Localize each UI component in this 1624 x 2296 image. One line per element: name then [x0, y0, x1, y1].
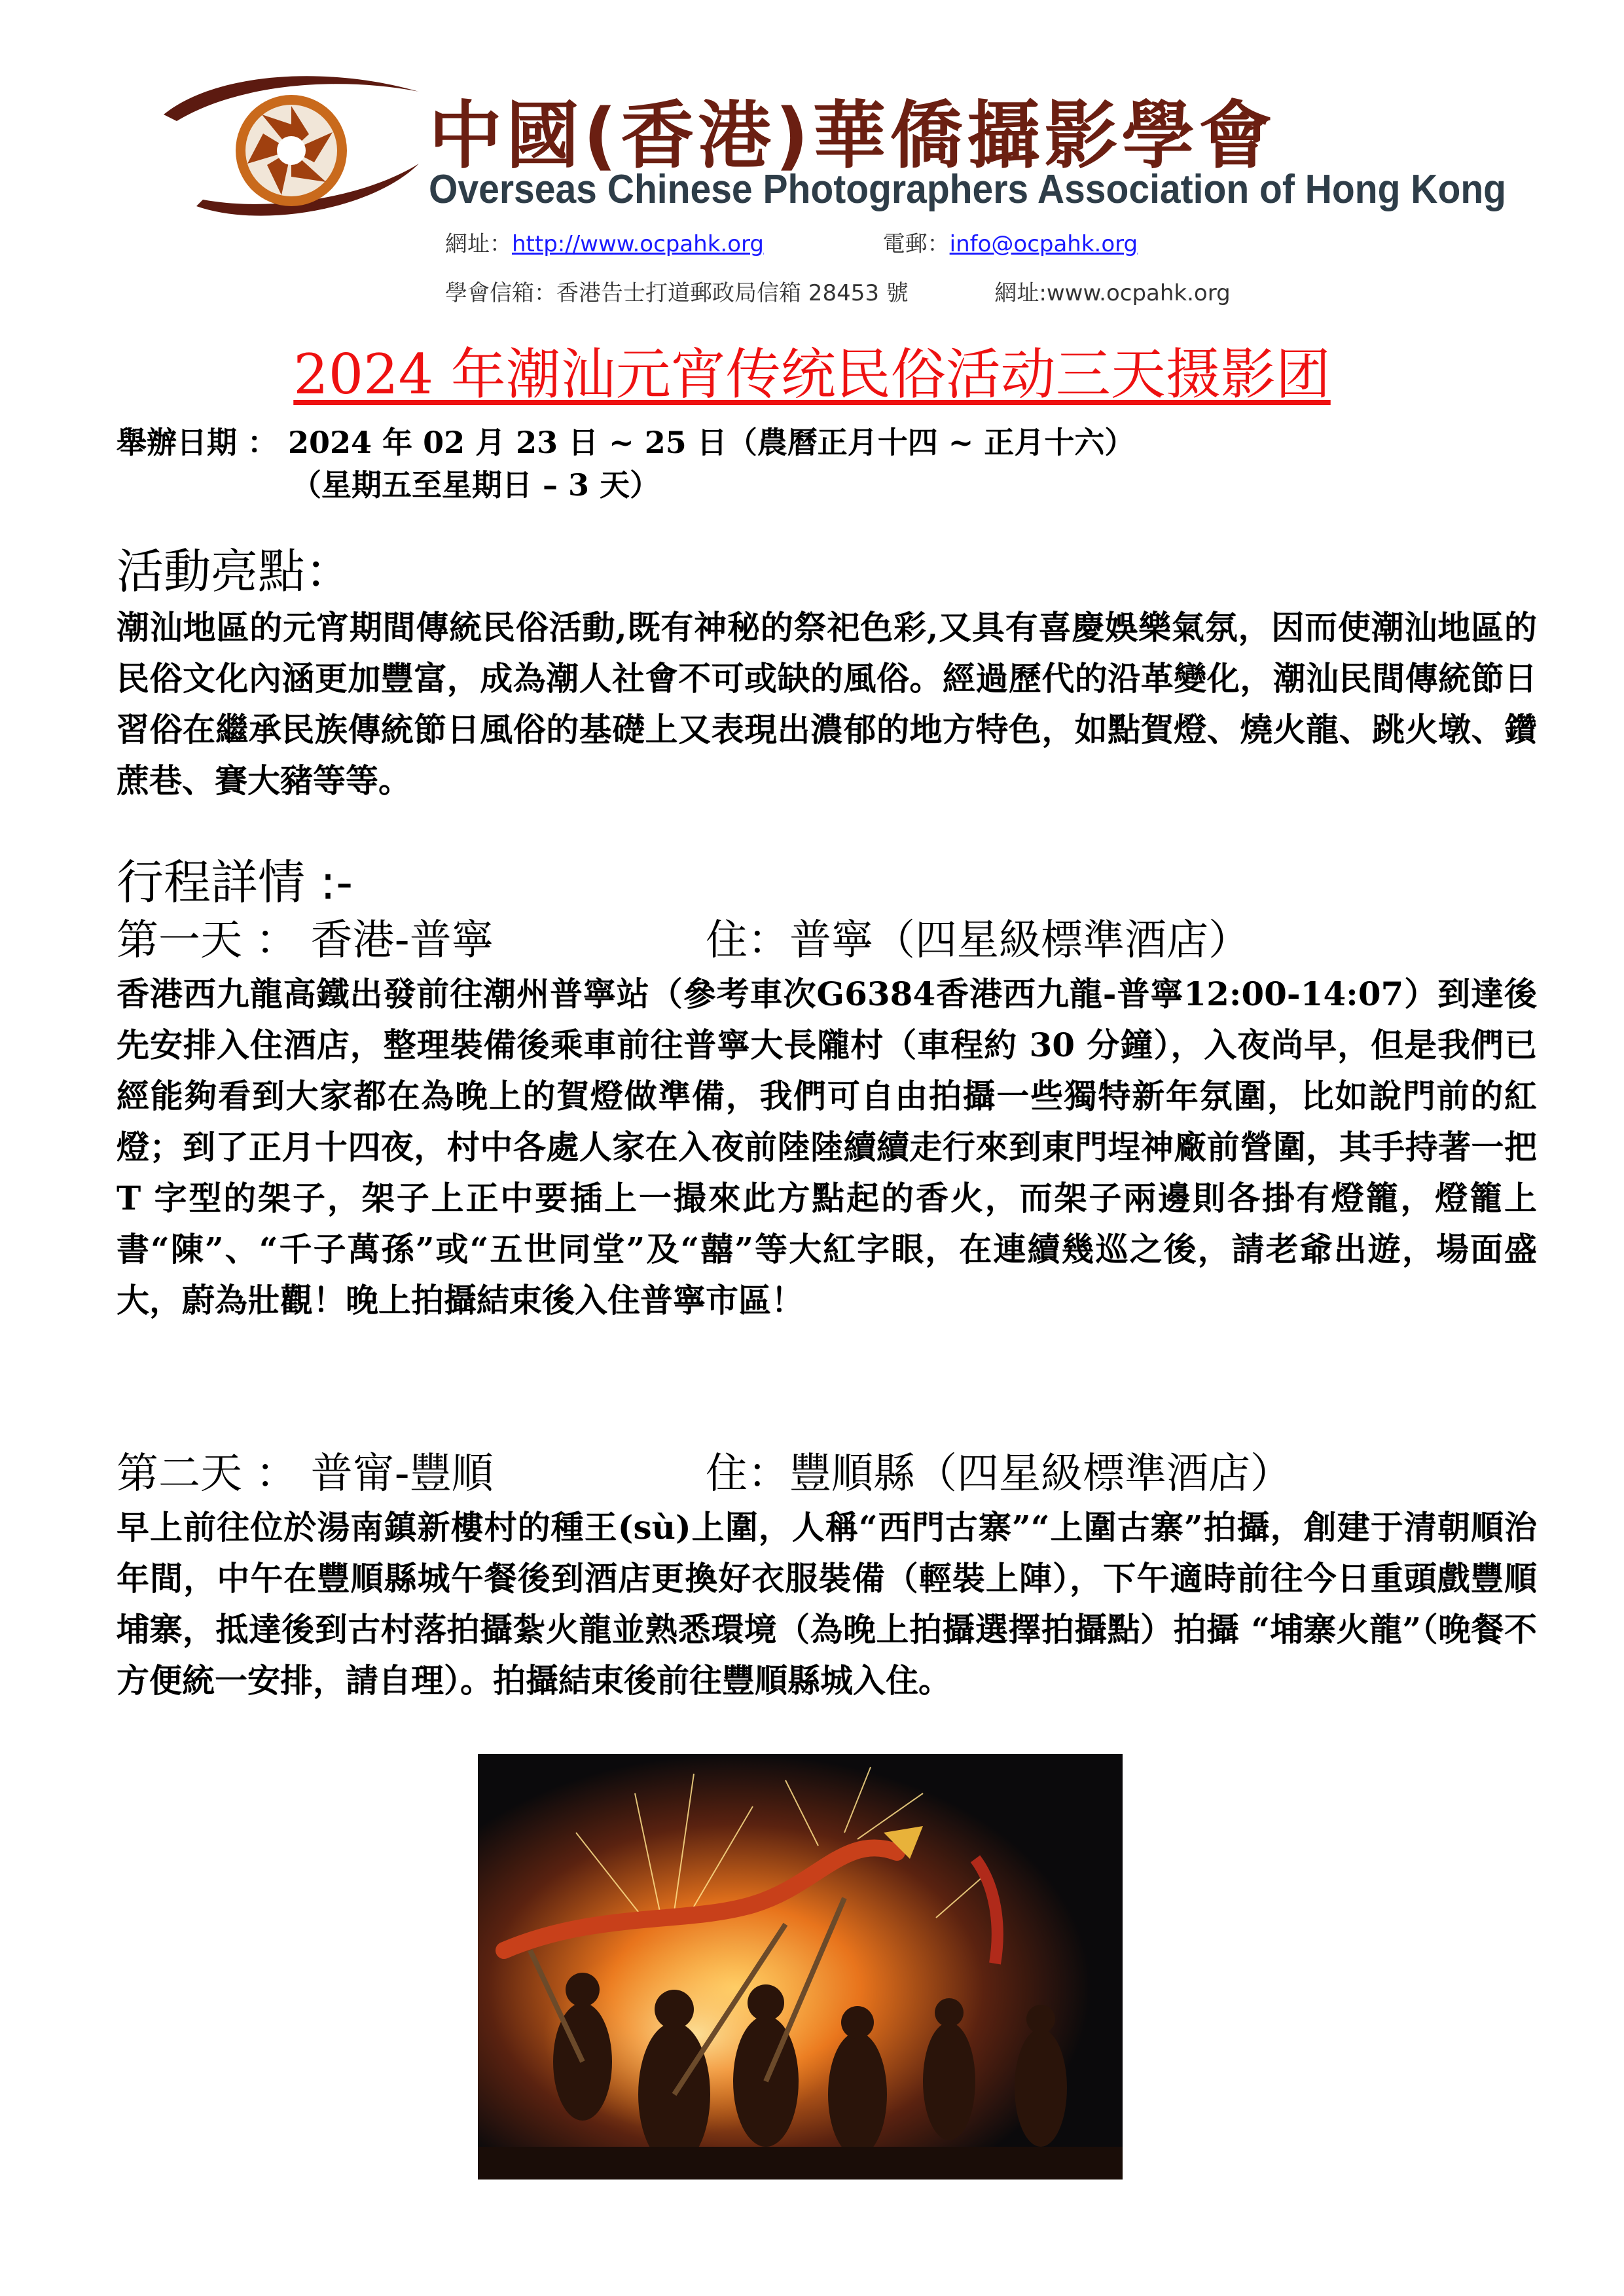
- email-link[interactable]: info@ocpahk.org: [949, 231, 1138, 257]
- email-label: 電郵：: [882, 231, 950, 257]
- day1-heading: [117, 906, 1250, 967]
- event-dates: 舉辦日期 ： 2024 年 02 月 23 日 ~ 25 日（農曆正月十四 ~ 正月十六）: [117, 425, 1135, 460]
- highlights-heading: 活動亮點：: [117, 544, 353, 599]
- day1-text: 香港西九龍高鐵出發前往潮州普寧站（參考車次G6384香港西九龍-普寧12:00-14:07）到達後先安排入住酒店，整理裝備後乘車前往普寧大長隴村（車程約 30 分鐘），入夜尚早，但是我們已經能夠看到大家都在為晚上的賀燈做準備，我們可自由拍攝一些獨特新年氛圍，比如說門前的紅燈；到了正月十四夜，村中各處人家在入夜前陸陸續續走行來到東門埕神廠前營圍，其手持著一把 T 字型的架子，架子上正中要插上一撮來此方點起的香火，而架子兩邊則各掛有燈籠，燈籠上書“陳”、“千子萬孫”或“五世同堂”及“囍”等大紅字眼，在連續幾巡之後，請老爺出遊，場面盛大，蔚為壯觀！晚上拍攝結束後入住普寧市區！: [117, 975, 1537, 1319]
- day2-text: 早上前往位於湯南鎮新樓村的種王(sù)上圍，人稱“西門古寨”“上圍古寨”拍攝，創建于清朝順治年間，中午在豐順縣城午餐後到酒店更換好衣服裝備（輕裝上陣），下午適時前往今日重頭戲豐順埔寨，抵達後到古村落拍攝紮火龍並熟悉環境（為晚上拍攝選擇拍攝點）拍攝 “埔寨火龍”（晚餐不方便統一安排，請自理）。拍攝結束後前往豐順縣城入住。: [117, 1508, 1537, 1700]
- itinerary-heading: 行程詳情 :-: [117, 855, 353, 910]
- day1-stay: 住：普寧（四星級標準酒店）: [706, 916, 1250, 965]
- website-text: 網址:www.ocpahk.org: [994, 280, 1231, 306]
- org-name-cn: 中國(香港)華僑攝影學會: [429, 94, 1276, 179]
- document-title: 2024 年潮汕元宵传统民俗活动三天摄影团: [293, 342, 1331, 406]
- day1-title: 第一天 ： 香港-普寧: [117, 916, 494, 965]
- event-weekdays: （星期五至星期日 – 3 天）: [291, 467, 660, 503]
- day2-stay: 住：豐順縣（四星級標準酒店）: [706, 1450, 1292, 1498]
- highlights-text: 潮汕地區的元宵期間傳統民俗活動,既有神秘的祭祀色彩,又具有喜慶娛樂氣氛，因而使潮汕地區的民俗文化內涵更加豐富，成為潮人社會不可或缺的風俗。經過歷代的沿革變化，潮汕民間傳統節日習俗在繼承民族傳統節日風俗的基礎上又表現出濃郁的地方特色，如點賀燈、燒火龍、跳火墩、鑽蔗巷、賽大豬等等。: [117, 608, 1537, 800]
- mailbox-address: 學會信箱：香港告士打道郵政局信箱 28453 號: [445, 280, 909, 306]
- day2-heading: [117, 1440, 1292, 1500]
- aperture-logo-icon: [157, 65, 425, 223]
- fire-dragon-photo: [478, 1754, 1123, 2179]
- day2-title: 第二天 ： 普甯-豐順: [117, 1450, 494, 1498]
- org-name-en: Overseas Chinese Photographers Association of Hong Kong: [429, 167, 1507, 212]
- website-label: 網址：: [445, 231, 512, 257]
- website-link[interactable]: http://www.ocpahk.org: [512, 231, 764, 257]
- contact-line-1: [445, 226, 1138, 258]
- contact-line-2: [445, 275, 1231, 307]
